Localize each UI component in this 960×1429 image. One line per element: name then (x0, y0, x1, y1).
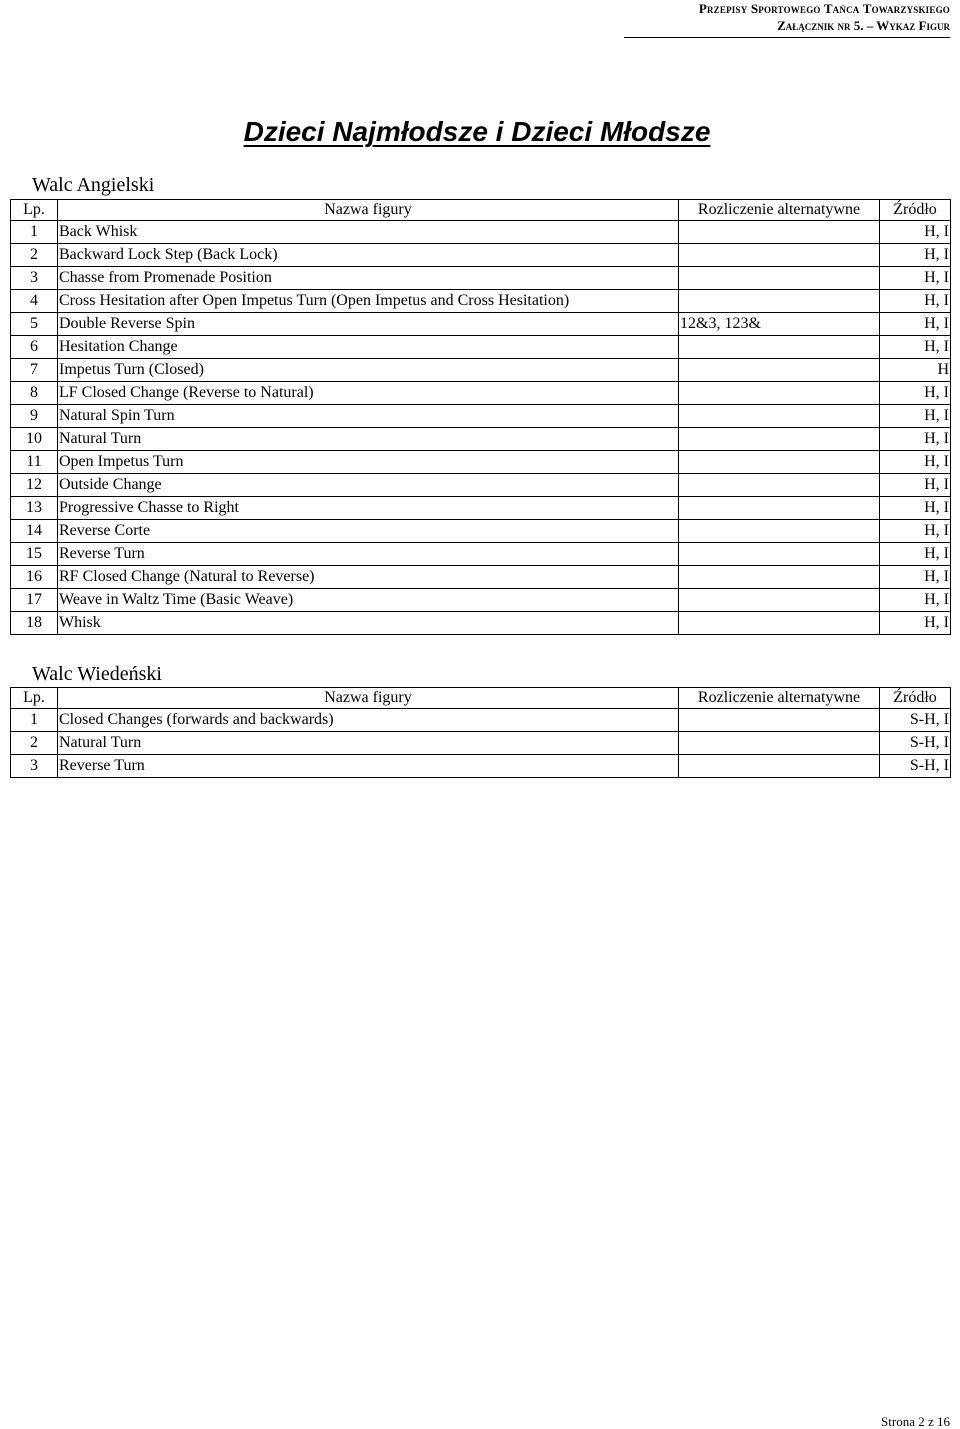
figure-name: Chasse from Promenade Position (58, 267, 679, 290)
figure-source: H, I (880, 428, 951, 451)
running-header-annex: Załącznik nr 5. (777, 18, 864, 33)
table-row (11, 382, 951, 405)
alternative-count (679, 290, 880, 313)
table-row (11, 313, 951, 336)
alternative-count (679, 543, 880, 566)
table-row (11, 732, 951, 755)
table-row (11, 612, 951, 635)
alternative-count (679, 382, 880, 405)
table-row (11, 221, 951, 244)
figure-source: H, I (880, 497, 951, 520)
figure-name: RF Closed Change (Natural to Reverse) (58, 566, 679, 589)
figure-source: H, I (880, 290, 951, 313)
table-row (11, 474, 951, 497)
row-number: 14 (11, 520, 58, 543)
alternative-count (679, 474, 880, 497)
figure-name: Natural Spin Turn (58, 405, 679, 428)
alternative-count (679, 755, 880, 778)
table-row (11, 451, 951, 474)
figure-name: Closed Changes (forwards and backwards) (58, 709, 679, 732)
figure-source: H, I (880, 520, 951, 543)
figure-name: Double Reverse Spin (58, 313, 679, 336)
row-number: 9 (11, 405, 58, 428)
figure-name: Progressive Chasse to Right (58, 497, 679, 520)
running-header-annex-name: Wykaz Figur (876, 18, 950, 33)
row-number: 8 (11, 382, 58, 405)
figure-name: Open Impetus Turn (58, 451, 679, 474)
column-header-lp: Lp. (11, 200, 58, 221)
figure-name: Reverse Corte (58, 520, 679, 543)
figure-source: H, I (880, 474, 951, 497)
figure-name: Impetus Turn (Closed) (58, 359, 679, 382)
table-row (11, 709, 951, 732)
row-number: 1 (11, 709, 58, 732)
figure-name: Weave in Waltz Time (Basic Weave) (58, 589, 679, 612)
figure-name: Outside Change (58, 474, 679, 497)
figure-name: Hesitation Change (58, 336, 679, 359)
table-row (11, 244, 951, 267)
section-title-walc-wiedenski: Walc Wiedeński (32, 663, 162, 685)
running-header-title: Przepisy Sportowego Tańca Towarzyskiego (698, 1, 950, 16)
row-number: 7 (11, 359, 58, 382)
column-header-name: Nazwa figury (58, 688, 679, 709)
figure-source: H, I (880, 612, 951, 635)
column-header-alt: Rozliczenie alternatywne (679, 200, 880, 221)
figure-source: S-H, I (880, 732, 951, 755)
section-title-walc-angielski: Walc Angielski (32, 174, 155, 196)
alternative-count (679, 589, 880, 612)
figure-source: H, I (880, 405, 951, 428)
table-header-row (11, 688, 951, 709)
figure-source: H, I (880, 336, 951, 359)
alternative-count (679, 709, 880, 732)
figures-table-walc-wiedenski (10, 687, 951, 778)
alternative-count (679, 520, 880, 543)
row-number: 5 (11, 313, 58, 336)
row-number: 2 (11, 732, 58, 755)
figure-name: Reverse Turn (58, 543, 679, 566)
figure-name: Cross Hesitation after Open Impetus Turn (Open Impetus and Cross Hesitation) (58, 290, 679, 313)
row-number: 17 (11, 589, 58, 612)
figure-source: H, I (880, 543, 951, 566)
figure-source: H, I (880, 244, 951, 267)
figure-source: H, I (880, 382, 951, 405)
row-number: 4 (11, 290, 58, 313)
alternative-count (679, 428, 880, 451)
column-header-lp: Lp. (11, 688, 58, 709)
figure-source: H, I (880, 566, 951, 589)
row-number: 11 (11, 451, 58, 474)
figure-source: H, I (880, 221, 951, 244)
row-number: 16 (11, 566, 58, 589)
column-header-source: Źródło (880, 688, 951, 709)
alternative-count (679, 267, 880, 290)
figure-name: Backward Lock Step (Back Lock) (58, 244, 679, 267)
row-number: 10 (11, 428, 58, 451)
alternative-count: 12&3, 123& (679, 313, 880, 336)
figure-name: LF Closed Change (Reverse to Natural) (58, 382, 679, 405)
figure-source: H, I (880, 313, 951, 336)
figure-source: S-H, I (880, 709, 951, 732)
figure-name: Whisk (58, 612, 679, 635)
figure-source: H (880, 359, 951, 382)
column-header-source: Źródło (880, 200, 951, 221)
alternative-count (679, 732, 880, 755)
figure-source: H, I (880, 267, 951, 290)
column-header-alt: Rozliczenie alternatywne (679, 688, 880, 709)
table-row (11, 290, 951, 313)
table-row (11, 405, 951, 428)
alternative-count (679, 566, 880, 589)
running-header-rule (624, 37, 950, 38)
row-number: 3 (11, 755, 58, 778)
table-header-row (11, 200, 951, 221)
figure-source: S-H, I (880, 755, 951, 778)
table-row (11, 359, 951, 382)
table-row (11, 497, 951, 520)
row-number: 18 (11, 612, 58, 635)
running-header (699, 0, 950, 34)
running-header-separator: – (863, 18, 877, 33)
row-number: 13 (11, 497, 58, 520)
figures-table-walc-angielski (10, 199, 951, 635)
figure-name: Natural Turn (58, 428, 679, 451)
table-row (11, 566, 951, 589)
column-header-name: Nazwa figury (58, 200, 679, 221)
table-row (11, 755, 951, 778)
alternative-count (679, 244, 880, 267)
table-row (11, 589, 951, 612)
alternative-count (679, 612, 880, 635)
page-title: Dzieci Najmłodsze i Dzieci Młodsze (243, 116, 711, 147)
table-row (11, 428, 951, 451)
row-number: 2 (11, 244, 58, 267)
row-number: 3 (11, 267, 58, 290)
figure-source: H, I (880, 589, 951, 612)
figure-source: H, I (880, 451, 951, 474)
row-number: 15 (11, 543, 58, 566)
figure-name: Back Whisk (58, 221, 679, 244)
alternative-count (679, 336, 880, 359)
table-row (11, 336, 951, 359)
alternative-count (679, 405, 880, 428)
alternative-count (679, 451, 880, 474)
running-header-subtitle (699, 17, 950, 34)
figure-name: Natural Turn (58, 732, 679, 755)
alternative-count (679, 497, 880, 520)
alternative-count (679, 359, 880, 382)
alternative-count (679, 221, 880, 244)
table-row (11, 543, 951, 566)
row-number: 12 (11, 474, 58, 497)
row-number: 6 (11, 336, 58, 359)
table-row (11, 520, 951, 543)
figure-name: Reverse Turn (58, 755, 679, 778)
table-row (11, 267, 951, 290)
page-number: Strona 2 z 16 (881, 1414, 950, 1429)
row-number: 1 (11, 221, 58, 244)
